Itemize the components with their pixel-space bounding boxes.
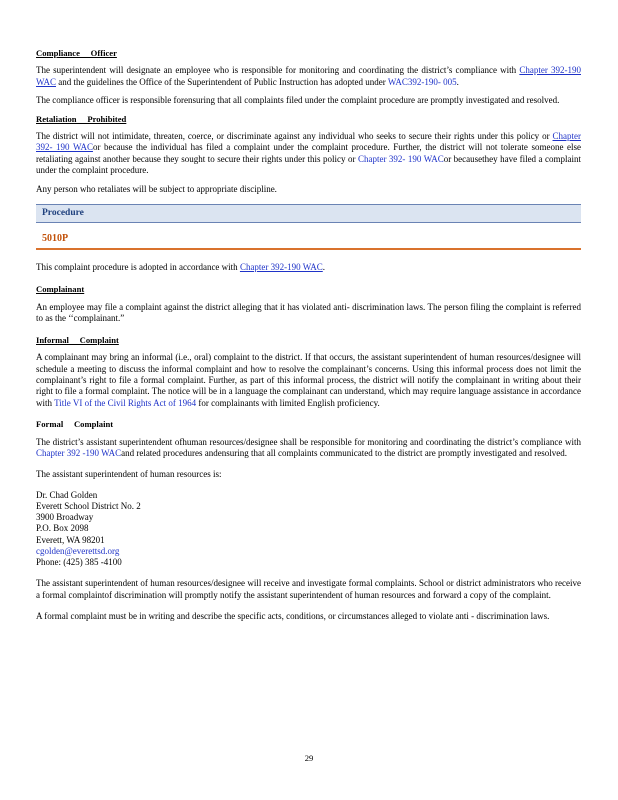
paragraph-formal-4: A formal complaint must be in writing and describe the specific acts, conditions, or circumstances alleged to violate anti - discrimination laws. [36, 610, 550, 621]
paragraph-informal: A complainant may bring an informal (i.e., oral) complaint to the district. If that occurs, the assistant superintendent of human resources/designee will schedule a meeting to discuss the informal complaint and how to resolve the complainant’s concerns. Using this informal process does not limit the complainant’s right to file a formal complaint. Further, as part of this informal process, the district will notify the complainant in writing about their right to file a formal complaint. The notice will be in a language the complainant can understand, which may require language assistance in accordance with Title VI of the Civil Rights Act of 1964 for complainants with limited English proficiency. [36, 352, 581, 408]
paragraph-formal-3: The assistant superintendent of human resources/designee will receive and investigate formal complaints. School or district administrators who receive a formal complaintof discrimination will promptly notify the assistant superintendent of human resources and forward a copy of the complaint. [36, 578, 581, 600]
paragraph-compliance-officer-1: The superintendent will designate an employee who is responsible for monitoring and coordinating the district’s compliance with Chapter 392-190 WAC and the guidelines the Office of the Superintendent of Public Instruction has adopted under WAC392-190- 005. [36, 65, 581, 87]
procedure-code: 5010P [42, 233, 69, 245]
link-wac-392-190-005[interactable]: WAC392-190- 005 [387, 76, 457, 87]
paragraph-compliance-officer-2: The compliance officer is responsible forensuring that all complaints filed under the complaint procedure are promptly investigated and resolved. [36, 95, 560, 106]
link-chapter-392-190-wac-4[interactable]: Chapter 392-190 WAC [239, 262, 323, 273]
paragraph-complainant: An employee may file a complaint against the district alleging that it has violated anti- discrimination laws. The person filing the complaint is referred to as the ‘‘complainant.” [36, 301, 581, 324]
paragraph-retaliation-1: The district will not intimidate, threaten, coerce, or discriminate against any individual who seeks to secure their rights under this policy or Chapter 392- 190 WACor because the individual has filed a complaint under the complaint procedure. Further, the district will not tolerate someone else retaliating against another because they sought to secure their rights under this policy or Chapter 392- 190 WACor becausethey have filed a complaint under the complaint procedure. [36, 131, 581, 176]
email-link[interactable]: cgolden@everettsd.org [36, 545, 120, 556]
link-chapter-392-190-wac-3[interactable]: Chapter 392- 190 WAC [357, 153, 444, 164]
address-street: 3900 Broadway [36, 512, 94, 523]
heading-formal-complaint: Formal Complaint [36, 419, 114, 430]
address-name: Dr. Chad Golden [36, 489, 98, 500]
paragraph-retaliation-2: Any person who retaliates will be subject to appropriate discipline. [36, 183, 277, 194]
page-number: 29 [304, 753, 314, 763]
address-org: Everett School District No. 2 [36, 500, 141, 511]
heading-complainant: Complainant [36, 284, 85, 295]
paragraph-formal-1: The district’s assistant superintendent ofhuman resources/designee shall be responsible for monitoring and coordinating the district’s compliance with Chapter 392 -190 WACand related procedures andensuring that all complaints communicated to the district are promptly investigated and resolved. [36, 436, 581, 458]
document-page [36, 48, 581, 629]
heading-compliance-officer: Compliance Officer [36, 48, 117, 58]
paragraph-intro: This complaint procedure is adopted in accordance with Chapter 392-190 WAC. [36, 262, 326, 273]
procedure-code-rule [36, 248, 581, 250]
address-phone: Phone: (425) 385 -4100 [36, 556, 122, 567]
address-city: Everett, WA 98201 [36, 534, 105, 545]
link-chapter-392-190-wac-2[interactable]: Chapter 392- 190 WAC [36, 131, 581, 153]
heading-informal-complaint: Informal Complaint [36, 334, 119, 345]
address-block [36, 490, 581, 568]
address-po-box: P.O. Box 2098 [36, 523, 89, 534]
link-chapter-392-190-wac[interactable]: Chapter 392-190 WAC [36, 65, 581, 87]
paragraph-formal-2: The assistant superintendent of human resources is: [36, 469, 222, 480]
link-chapter-392-190-wac-5[interactable]: Chapter 392 -190 WAC [36, 447, 122, 458]
heading-retaliation-prohibited: Retaliation Prohibited [36, 113, 127, 124]
procedure-banner: Procedure [36, 204, 581, 223]
link-title-vi-civil-rights-act[interactable]: Title VI of the Civil Rights Act of 1964 [54, 397, 197, 408]
